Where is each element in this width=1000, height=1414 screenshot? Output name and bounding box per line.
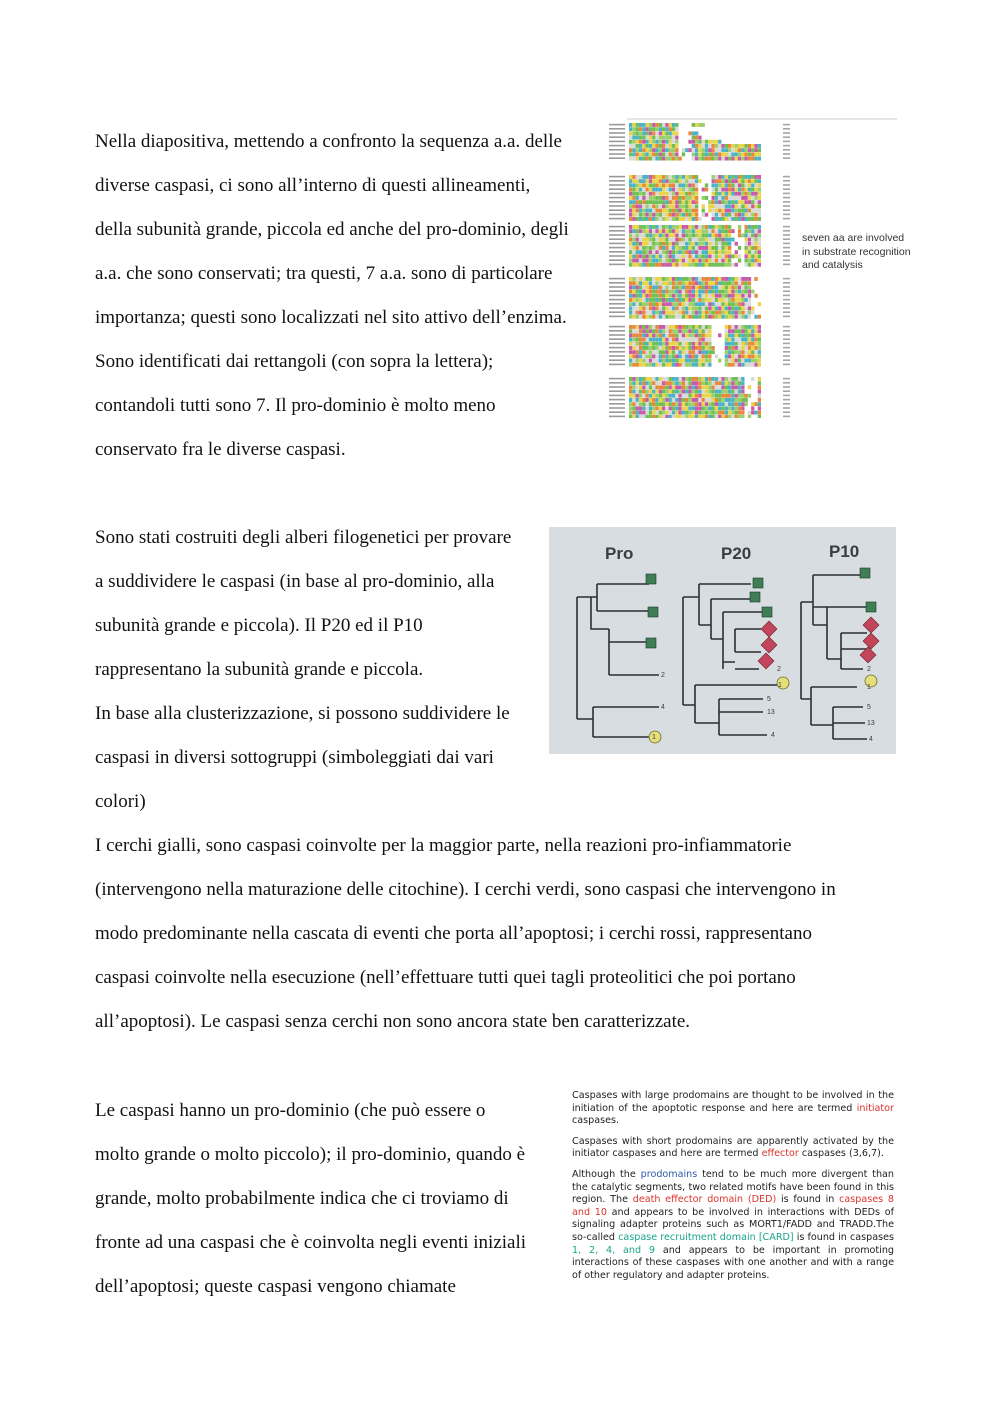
text-line: molto grande o molto piccolo); il pro-dominio, quando è [95,1144,526,1165]
effector-paragraph: Caspases with short prodomains are apparently activated by the initiator caspases and here are termed effector caspases (3,6,7). [572,1135,894,1160]
text-line: Nella diapositiva, mettendo a confronto la sequenza a.a. delle [95,131,562,152]
alignment-caption: seven aa are involved in substrate recognition and catalysis [802,232,911,271]
alignment-block [609,225,790,267]
p20-leaf-label: 1 [778,682,782,689]
tree-title-pro: Pro [605,544,634,563]
green-square-marker [762,607,772,617]
p10-leaf-label: 4 [869,736,873,743]
caspases-8-10-term: caspases 8 and 10 [572,1194,894,1218]
effector-term: effector [761,1148,799,1160]
pro-leaf-label: 2 [661,672,665,679]
text-line: conservato fra le diverse caspasi. [95,439,346,460]
green-square-marker [750,592,760,602]
green-square-marker [646,574,656,584]
text-line: Sono stati costruiti degli alberi filogenetici per provare [95,527,512,548]
text-line: dell’apoptosi; queste caspasi vengono chiamate [95,1276,456,1297]
p20-leaf-label: 2 [777,666,781,673]
paragraph-alignment [95,120,569,472]
text-line: importanza; questi sono localizzati nel sito attivo dell’enzima. [95,307,567,328]
ded-term: death effector domain (DED) [632,1194,777,1206]
text-line: all’apoptosi). Le caspasi senza cerchi non sono ancora state ben caratterizzate. [95,1011,691,1032]
prodomains-term: prodomains [640,1168,698,1180]
initiator-term: initiator [856,1102,894,1114]
caspases-1-2-4-9-term: 1, 2, 4, and 9 [572,1244,655,1256]
green-square-marker [860,568,870,578]
tree-title-p20: P20 [721,544,752,563]
green-square-marker [646,638,656,648]
caspase-info-box [572,1090,894,1290]
p20-leaf-label: 5 [767,696,771,703]
alignment-block [609,377,790,418]
tree-title-p10: P10 [829,542,860,561]
text-line: modo predominante nella cascata di eventi che porta all’apoptosi; i cerchi rossi, rappresentano [95,923,812,944]
p20-leaf-label: 4 [771,732,775,739]
card-term: caspase recruitment domain [CARD] [618,1231,794,1243]
text-line: In base alla clusterizzazione, si possono suddividere le [95,703,510,724]
text-line: grande, molto probabilmente indica che ci troviamo di [95,1188,509,1209]
p10-leaf-label: 1 [867,684,871,691]
green-square-marker [753,578,763,588]
p10-leaf-label: 13 [867,720,875,727]
text-line: caspasi coinvolte nella esecuzione (nell’effettuare tutti quei tagli proteolitici che poi portano [95,967,796,988]
text-line: subunità grande e piccola). Il P20 ed il P10 [95,615,423,636]
text-line: colori) [95,791,146,812]
alignment-block [609,123,790,161]
p10-leaf-label: 5 [867,704,871,711]
text-line: rappresentano la subunità grande e piccola. [95,659,424,680]
text-line: della subunità grande, piccola ed anche del pro-dominio, degli [95,219,569,240]
text-line: contandoli tutti sono 7. Il pro-dominio è molto meno [95,395,496,416]
phylogenetic-trees-figure [549,527,896,754]
text-line: Le caspasi hanno un pro-dominio (che può essere o [95,1100,486,1121]
text-line: diverse caspasi, ci sono all’interno di questi allineamenti, [95,175,531,196]
alignment-block [609,325,790,367]
alignment-block [609,175,790,221]
text-line: (intervengono nella maturazione delle citochine). I cerchi verdi, sono caspasi che intervengono in [95,879,836,900]
green-square-marker [648,607,658,617]
text-line: fronte ad una caspasi che è coinvolta negli eventi iniziali [95,1232,527,1253]
text-line: I cerchi gialli, sono caspasi coinvolte per la maggior parte, nella reazioni pro-infiammatorie [95,835,792,856]
initiator-paragraph: Caspases with large prodomains are thought to be involved in the initiation of the apoptotic response and here are termed initiator caspases. [572,1090,894,1127]
prodomain-motifs-paragraph: Although the prodomains tend to be much more divergent than the catalytic segments, two related motifs have been found in this region. The death effector domain (DED) is found in caspases 8 and 10 and appears to be involved in interactions with DEDs of signaling adapter proteins such as MORT1/FADD and TRADD.The so-called caspase recruitment domain [CARD] is found in caspases 1, 2, 4, and 9 and appears to be important in promoting interactions of these caspases with one another and with a range of other regulatory and adapter proteins. [572,1168,895,1281]
paragraph-prodomain [95,1089,526,1309]
p20-leaf-label: 13 [767,709,775,716]
text-line: Sono identificati dai rettangoli (con sopra la lettera); [95,351,494,372]
text-line: a suddividere le caspasi (in base al pro-dominio, alla [95,571,495,592]
alignment-block [609,277,790,319]
text-line: a.a. che sono conservati; tra questi, 7 a.a. sono di particolare [95,263,553,284]
pro-leaf-label: 1 [652,734,656,741]
green-square-marker [866,602,876,612]
p10-leaf-label: 2 [867,666,871,673]
text-line: caspasi in diversi sottogruppi (simboleggiati dai vari [95,747,494,768]
pro-leaf-label: 4 [661,704,665,711]
